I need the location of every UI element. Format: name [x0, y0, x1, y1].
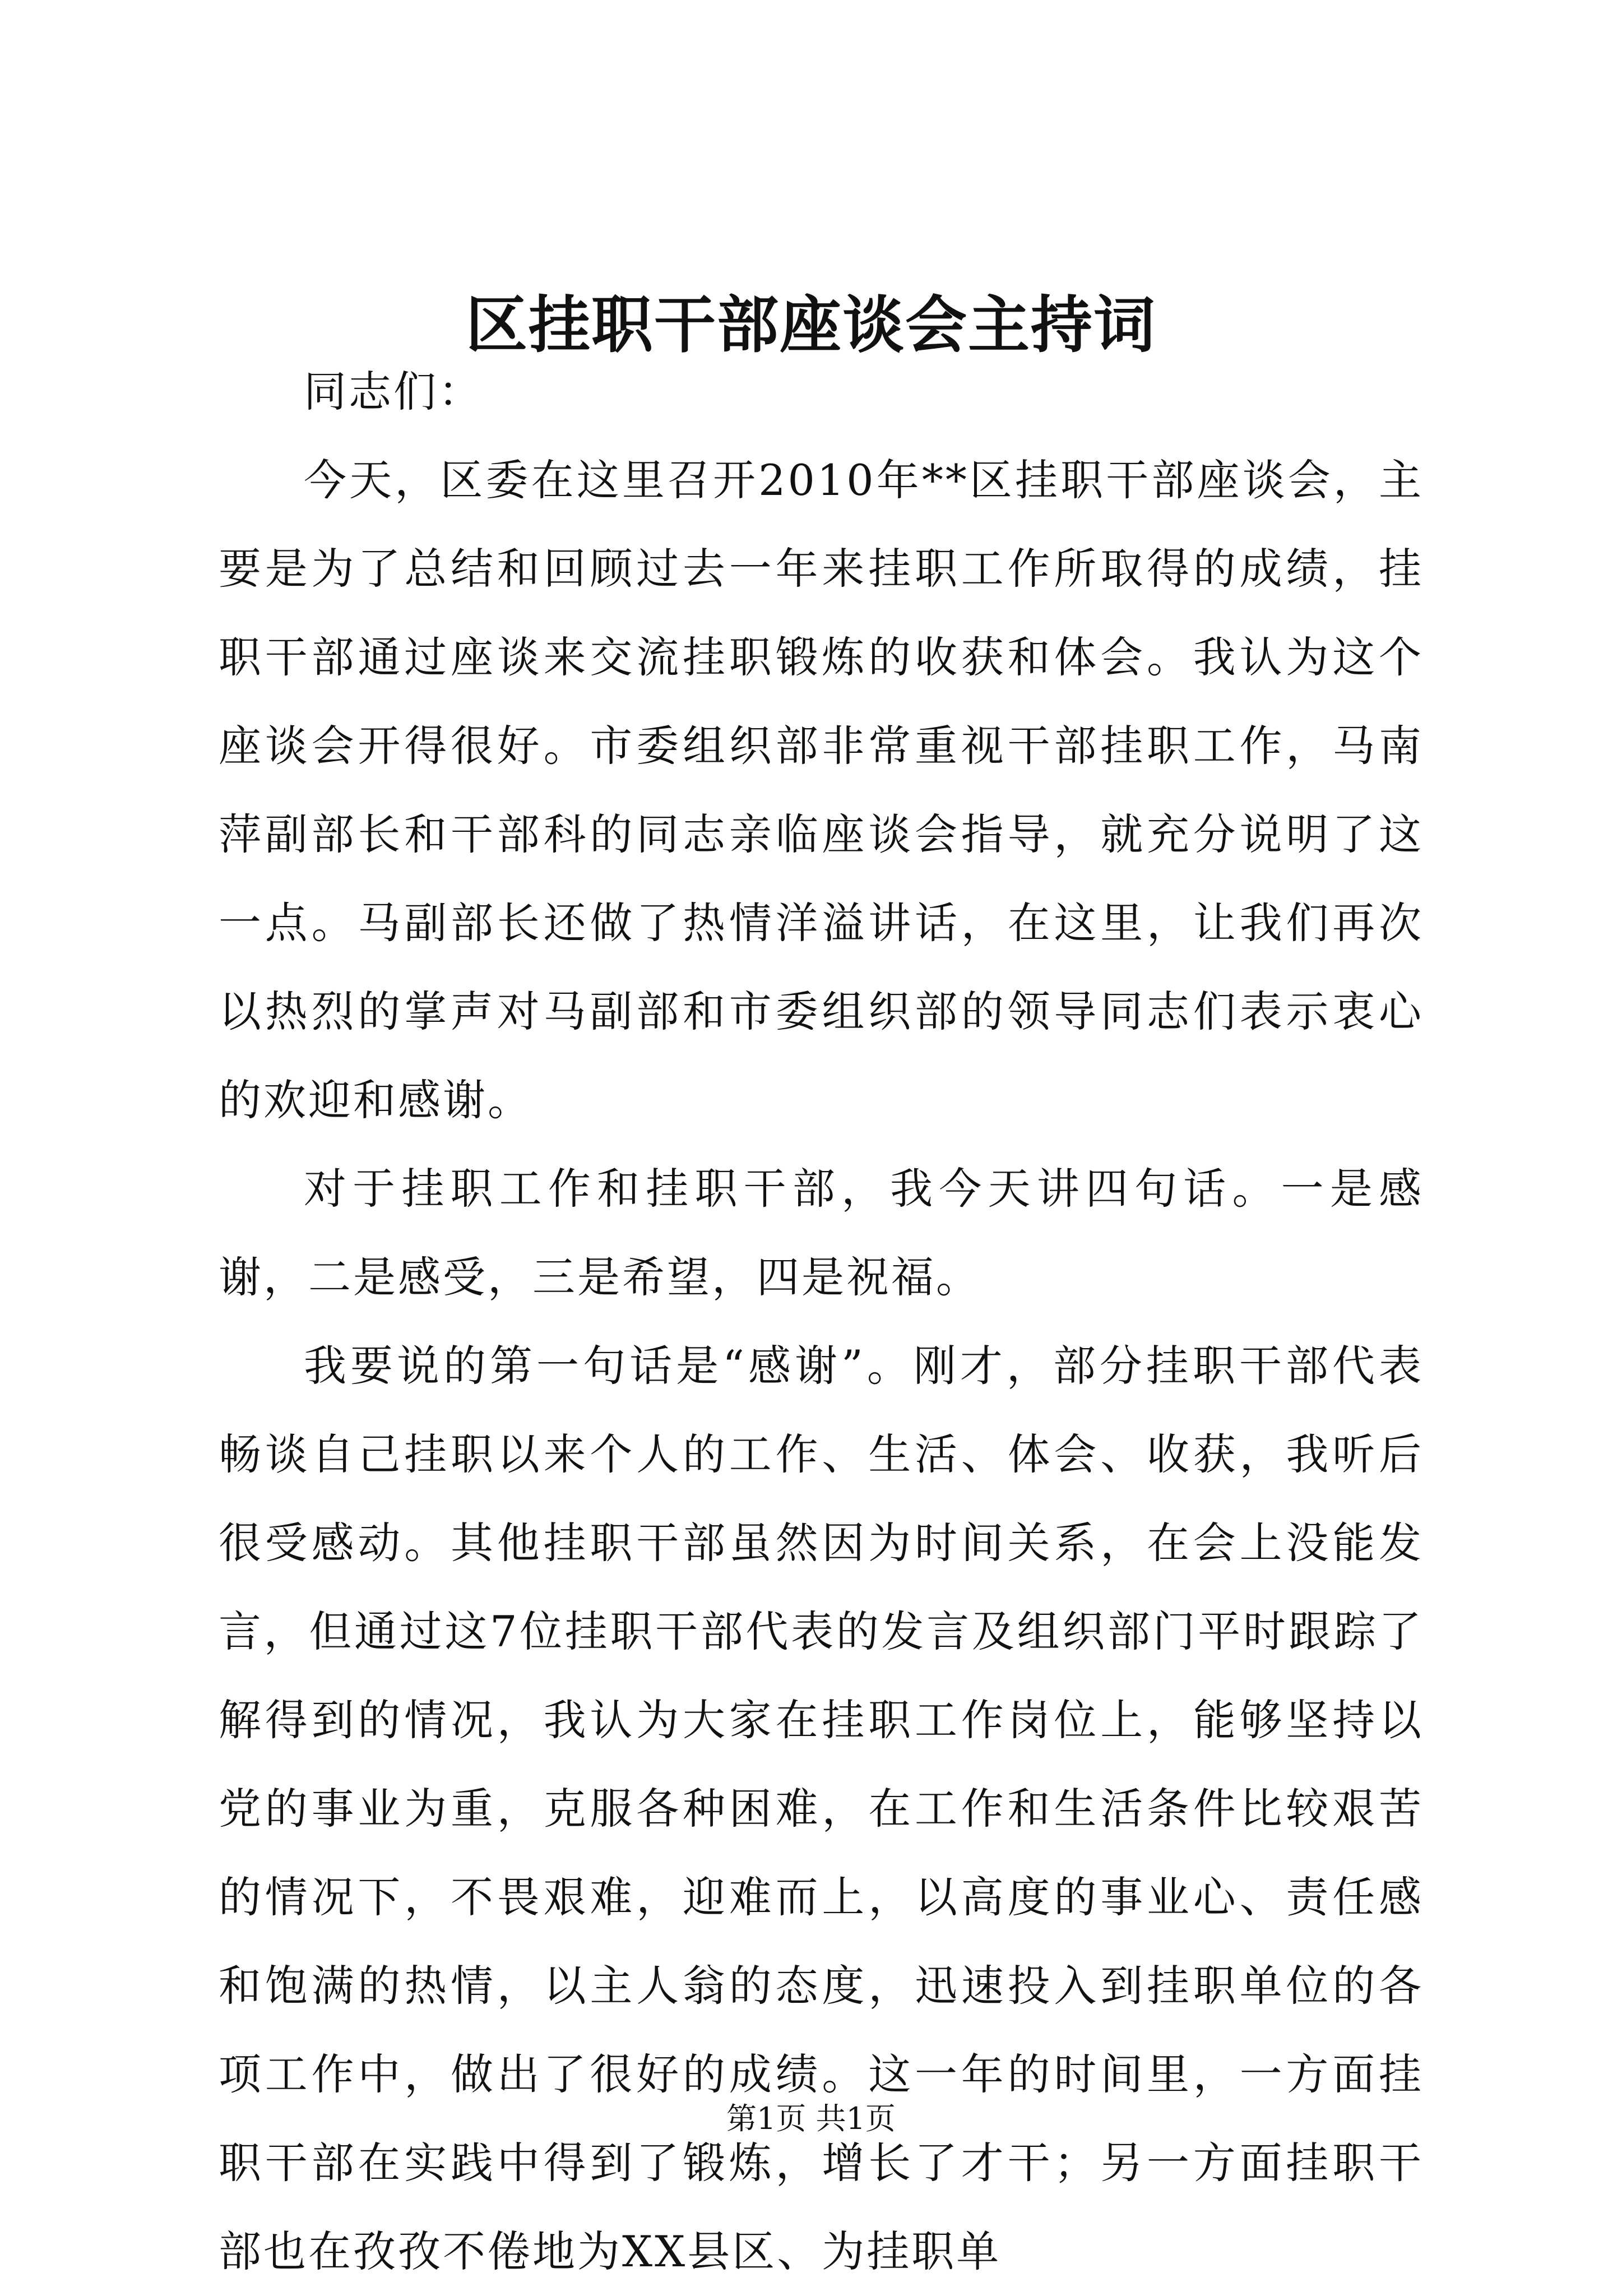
document-title: 区挂职干部座谈会主持词	[466, 289, 1156, 361]
paragraph-four-points: 对于挂职工作和挂职干部，我今天讲四句话。一是感谢，二是感受，三是希望，四是祝福。	[219, 1164, 1424, 1302]
paragraph-opening: 今天，区委在这里召开2010年**区挂职干部座谈会，主要是为了总结和回顾过去一年来挂职工作所取得的成绩，挂职干部通过座谈来交流挂职锻炼的收获和体会。我认为这个座谈会开得很好。市委组织部非常重视干部挂职工作，马南萍副部长和干部科的同志亲临座谈会指导，就充分说明了这一点。马副部长还做了热情洋溢讲话，在这里，让我们再次以热烈的掌声对马副部和市委组织部的领导同志们表示衷心的欢迎和感谢。	[219, 455, 1424, 1125]
paragraph-thanks: 我要说的第一句话是“感谢”。刚才，部分挂职干部代表畅谈自己挂职以来个人的工作、生活、体会、收获，我听后很受感动。其他挂职干部虽然因为时间关系，在会上没能发言，但通过这7位挂职干部代表的发言及组织部门平时跟踪了解得到的情况，我认为大家在挂职工作岗位上，能够坚持以党的事业为重，克服各种困难，在工作和生活条件比较艰苦的情况下，不畏艰难，迎难而上，以高度的事业心、责任感和饱满的热情，以主人翁的态度，迅速投入到挂职单位的各项工作中，做出了很好的成绩。这一年的时间里，一方面挂职干部在实践中得到了锻炼，增长了才干；另一方面挂职干部也在孜孜不倦地为XX县区、为挂职单	[219, 1341, 1424, 2276]
page-footer: 第1页 共1页	[726, 2101, 896, 2136]
document-body	[219, 348, 1424, 2296]
paragraph-salutation: 同志们：	[304, 367, 483, 416]
